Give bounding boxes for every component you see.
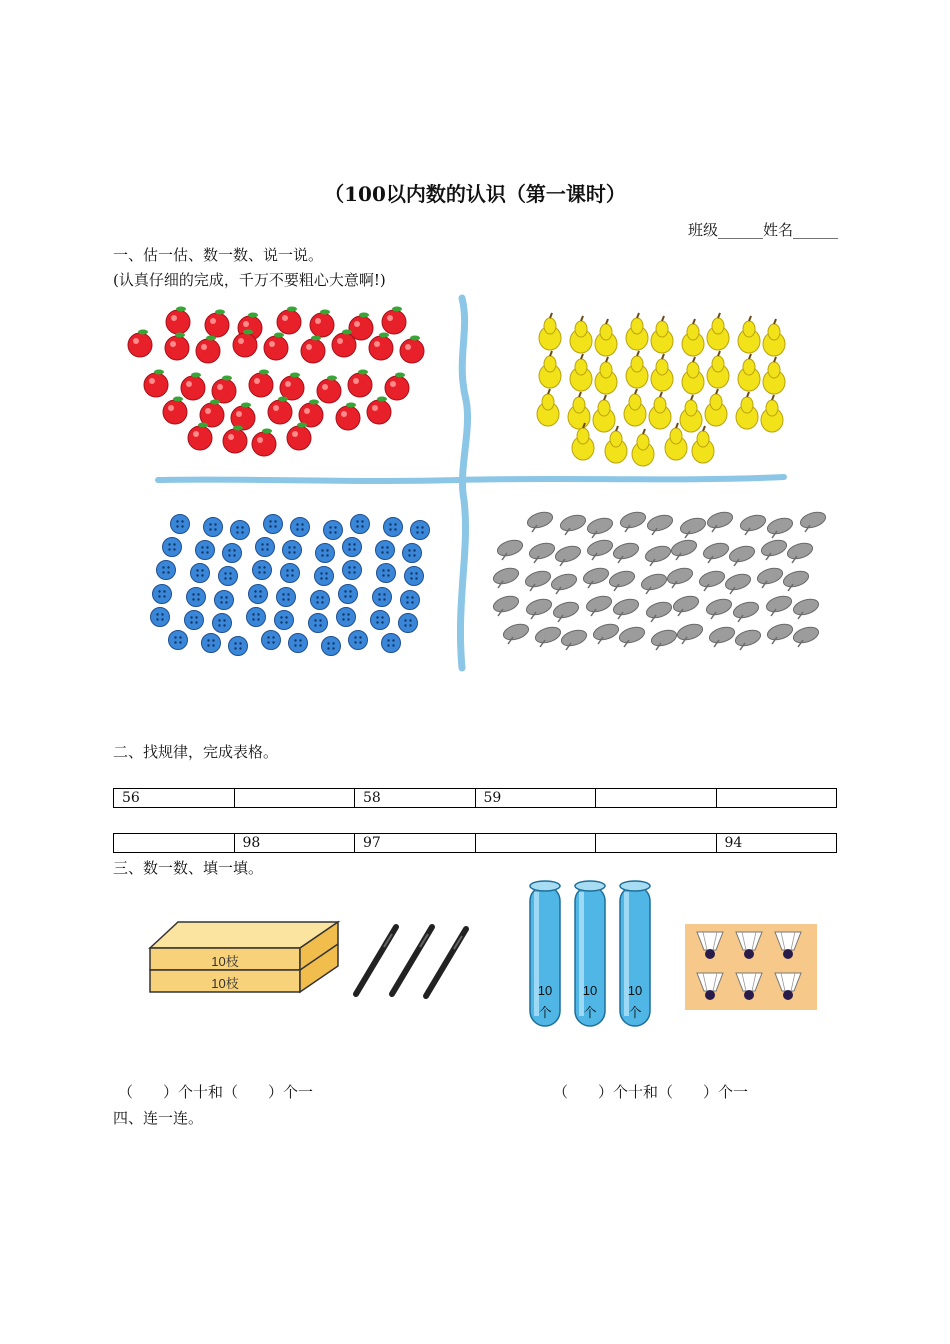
button-icon — [187, 588, 206, 607]
pushpin-icon — [727, 543, 756, 566]
table1-cell: 58 — [355, 789, 476, 808]
section1-heading: 一、估一估、数一数、说一说。 — [113, 246, 324, 264]
sequence-table-2 — [113, 833, 837, 853]
tube-unit-3: 个 — [628, 1006, 642, 1021]
pushpin-icon — [495, 537, 524, 560]
pencil-box-illustration — [150, 922, 338, 992]
pear-icon — [632, 429, 654, 466]
pear-icon — [651, 354, 673, 391]
button-icon — [231, 521, 250, 540]
pushpin-icon — [645, 512, 674, 535]
apple-icon — [166, 307, 190, 335]
button-icon — [185, 611, 204, 630]
apple-icon — [181, 373, 205, 401]
pear-icon — [595, 357, 617, 394]
pushpin-icon — [791, 624, 820, 647]
pear-icon — [763, 357, 785, 394]
button-icon — [277, 588, 296, 607]
pear-icon — [736, 392, 758, 429]
apple-icon — [301, 336, 325, 364]
button-icon — [343, 538, 362, 557]
apple-icon — [264, 333, 288, 361]
class-name-line: 班级______姓名______ — [687, 221, 838, 239]
pear-icon — [539, 351, 561, 388]
button-icon — [264, 515, 283, 534]
table2-cell[interactable] — [596, 834, 717, 853]
apple-icon — [400, 336, 424, 364]
button-icon — [316, 544, 335, 563]
pushpin-icon — [707, 624, 736, 647]
tube-2 — [575, 881, 605, 1026]
pushpin-icon — [701, 540, 730, 563]
button-icon — [169, 631, 188, 650]
button-icon — [337, 608, 356, 627]
pushpin-icon — [704, 596, 733, 619]
pushpin-icon — [697, 568, 726, 591]
apple-icon — [310, 310, 334, 338]
apple-icon — [249, 370, 273, 398]
pushpin-icon — [785, 540, 814, 563]
pushpin-icon — [781, 568, 810, 591]
button-icon — [399, 614, 418, 633]
pen-icon — [426, 929, 466, 996]
apple-icon — [268, 397, 292, 425]
pear-icon — [626, 313, 648, 350]
apple-icon — [128, 330, 152, 358]
pear-group — [537, 313, 785, 466]
apple-icon — [382, 307, 406, 335]
pushpin-icon — [533, 624, 562, 647]
apple-icon — [336, 403, 360, 431]
pushpin-icon — [705, 509, 734, 532]
pen-icon — [392, 927, 432, 994]
table2-cell[interactable] — [114, 834, 235, 853]
section1-note: (认真仔细的完成，千万不要粗心大意啊!) — [113, 271, 386, 289]
button-icon — [253, 561, 272, 580]
pushpin-icon — [611, 596, 640, 619]
button-icon — [384, 518, 403, 537]
pushpin-icon — [678, 515, 707, 538]
pear-icon — [738, 316, 760, 353]
pear-icon — [568, 392, 590, 429]
table1-cell: 56 — [114, 789, 235, 808]
button-icon — [223, 544, 242, 563]
pushpin-icon — [723, 571, 752, 594]
pear-icon — [682, 357, 704, 394]
button-icon — [291, 518, 310, 537]
button-icon — [376, 541, 395, 560]
page-title: （100以内数的认识（第一课时） — [324, 182, 626, 206]
pushpin-icon — [665, 565, 694, 588]
button-icon — [229, 637, 248, 656]
apple-icon — [277, 307, 301, 335]
apple-icon — [348, 370, 372, 398]
pushpin-icon — [649, 627, 678, 650]
button-icon — [275, 611, 294, 630]
pear-icon — [761, 395, 783, 432]
tube-3 — [620, 881, 650, 1026]
pushpin-icon — [491, 593, 520, 616]
pushpin-icon — [639, 571, 668, 594]
pushpin-icon — [675, 621, 704, 644]
button-icon — [322, 637, 341, 656]
pushpin-icon — [525, 509, 554, 532]
tube-label-1: 10 — [537, 983, 553, 998]
button-icon — [283, 541, 302, 560]
tube-unit-2: 个 — [583, 1006, 597, 1021]
box-label-bottom: 10枝 — [211, 976, 239, 991]
pushpin-group — [491, 509, 827, 650]
box-label-top: 10枝 — [211, 954, 239, 969]
button-icon — [377, 564, 396, 583]
apple-icon — [369, 333, 393, 361]
pens-illustration — [356, 927, 466, 996]
button-icon — [405, 567, 424, 586]
table1-cell[interactable] — [716, 789, 837, 808]
button-icon — [289, 634, 308, 653]
pear-icon — [682, 319, 704, 356]
tube-unit-1: 个 — [538, 1006, 552, 1021]
pushpin-icon — [491, 565, 520, 588]
pear-icon — [651, 316, 673, 353]
tube-1 — [530, 881, 560, 1026]
pushpin-icon — [549, 571, 578, 594]
pushpin-icon — [585, 515, 614, 538]
button-icon — [171, 515, 190, 534]
apple-icon — [212, 376, 236, 404]
sequence-table-1 — [113, 788, 837, 808]
table1-cell: 59 — [475, 789, 596, 808]
apple-icon — [367, 397, 391, 425]
apple-icon — [317, 376, 341, 404]
button-icon — [315, 567, 334, 586]
pushpin-icon — [618, 509, 647, 532]
pushpin-icon — [755, 565, 784, 588]
river-horizontal — [158, 477, 784, 481]
table1-cell[interactable] — [234, 789, 355, 808]
button-icon — [339, 585, 358, 604]
button-icon — [191, 564, 210, 583]
pushpin-icon — [731, 599, 760, 622]
button-icon — [213, 614, 232, 633]
pushpin-icon — [643, 543, 672, 566]
button-icon — [351, 515, 370, 534]
button-icon — [349, 631, 368, 650]
pushpin-icon — [644, 599, 673, 622]
pushpin-icon — [671, 593, 700, 616]
pushpin-icon — [791, 596, 820, 619]
pushpin-icon — [501, 621, 530, 644]
apple-icon — [144, 370, 168, 398]
button-icon — [324, 521, 343, 540]
table2-cell: 97 — [355, 834, 476, 853]
apple-icon — [205, 310, 229, 338]
button-icon — [403, 544, 422, 563]
pushpin-icon — [759, 537, 788, 560]
button-icon — [343, 561, 362, 580]
button-icon — [411, 521, 430, 540]
pushpin-icon — [617, 624, 646, 647]
section2-heading: 二、找规律，完成表格。 — [113, 743, 279, 761]
tubes-illustration — [530, 881, 650, 1026]
button-icon — [309, 614, 328, 633]
pushpin-icon — [765, 515, 794, 538]
pear-icon — [763, 319, 785, 356]
pushpin-icon — [591, 621, 620, 644]
fill-blank-left[interactable]: （ ）个十和（ ）个一 — [118, 1083, 314, 1101]
pear-icon — [624, 389, 646, 426]
button-icon — [153, 585, 172, 604]
pushpin-icon — [585, 537, 614, 560]
pushpin-icon — [765, 621, 794, 644]
pear-icon — [705, 389, 727, 426]
apple-icon — [231, 403, 255, 431]
pushpin-icon — [798, 509, 827, 532]
pushpin-icon — [581, 565, 610, 588]
button-icon — [401, 591, 420, 610]
button-group — [151, 515, 430, 656]
button-icon — [202, 634, 221, 653]
apple-icon — [280, 373, 304, 401]
pushpin-icon — [551, 599, 580, 622]
pushpin-icon — [527, 540, 556, 563]
river-vertical — [460, 298, 467, 668]
apple-icon — [349, 313, 373, 341]
button-icon — [249, 585, 268, 604]
pushpin-icon — [764, 593, 793, 616]
pear-icon — [537, 389, 559, 426]
pear-icon — [570, 316, 592, 353]
pushpin-icon — [669, 537, 698, 560]
pear-icon — [593, 395, 615, 432]
button-icon — [196, 541, 215, 560]
pear-icon — [539, 313, 561, 350]
pushpin-icon — [584, 593, 613, 616]
apple-icon — [196, 336, 220, 364]
table2-cell: 94 — [716, 834, 837, 853]
pear-icon — [649, 392, 671, 429]
button-icon — [151, 608, 170, 627]
pushpin-icon — [738, 512, 767, 535]
button-icon — [204, 518, 223, 537]
tube-label-3: 10 — [627, 983, 643, 998]
pushpin-icon — [611, 540, 640, 563]
table2-cell: 98 — [234, 834, 355, 853]
pushpin-icon — [558, 512, 587, 535]
apple-icon — [385, 373, 409, 401]
pear-icon — [680, 395, 702, 432]
table2-cell[interactable] — [475, 834, 596, 853]
button-icon — [373, 588, 392, 607]
pear-icon — [707, 351, 729, 388]
button-icon — [219, 567, 238, 586]
apple-icon — [252, 429, 276, 457]
pear-icon — [738, 354, 760, 391]
button-icon — [256, 538, 275, 557]
tube-label-2: 10 — [582, 983, 598, 998]
pear-icon — [595, 319, 617, 356]
pear-icon — [570, 354, 592, 391]
button-icon — [281, 564, 300, 583]
pushpin-icon — [553, 543, 582, 566]
pen-icon — [356, 927, 396, 994]
pushpin-icon — [607, 568, 636, 591]
button-icon — [311, 591, 330, 610]
button-icon — [262, 631, 281, 650]
pear-icon — [707, 313, 729, 350]
pushpin-icon — [733, 627, 762, 650]
pushpin-icon — [559, 627, 588, 650]
apple-icon — [165, 333, 189, 361]
apple-group — [128, 307, 424, 457]
button-icon — [382, 634, 401, 653]
button-icon — [215, 591, 234, 610]
button-icon — [247, 608, 266, 627]
fill-blank-right[interactable]: （ ）个十和（ ）个一 — [553, 1083, 749, 1101]
button-icon — [371, 611, 390, 630]
section4-heading: 四、连一连。 — [113, 1109, 204, 1127]
table1-cell[interactable] — [596, 789, 717, 808]
section3-heading: 三、数一数、填一填。 — [113, 859, 264, 877]
apple-icon — [163, 397, 187, 425]
button-icon — [163, 538, 182, 557]
button-icon — [157, 561, 176, 580]
pushpin-icon — [524, 596, 553, 619]
pushpin-icon — [523, 568, 552, 591]
pear-icon — [626, 351, 648, 388]
shuttlecocks-illustration — [685, 924, 817, 1010]
